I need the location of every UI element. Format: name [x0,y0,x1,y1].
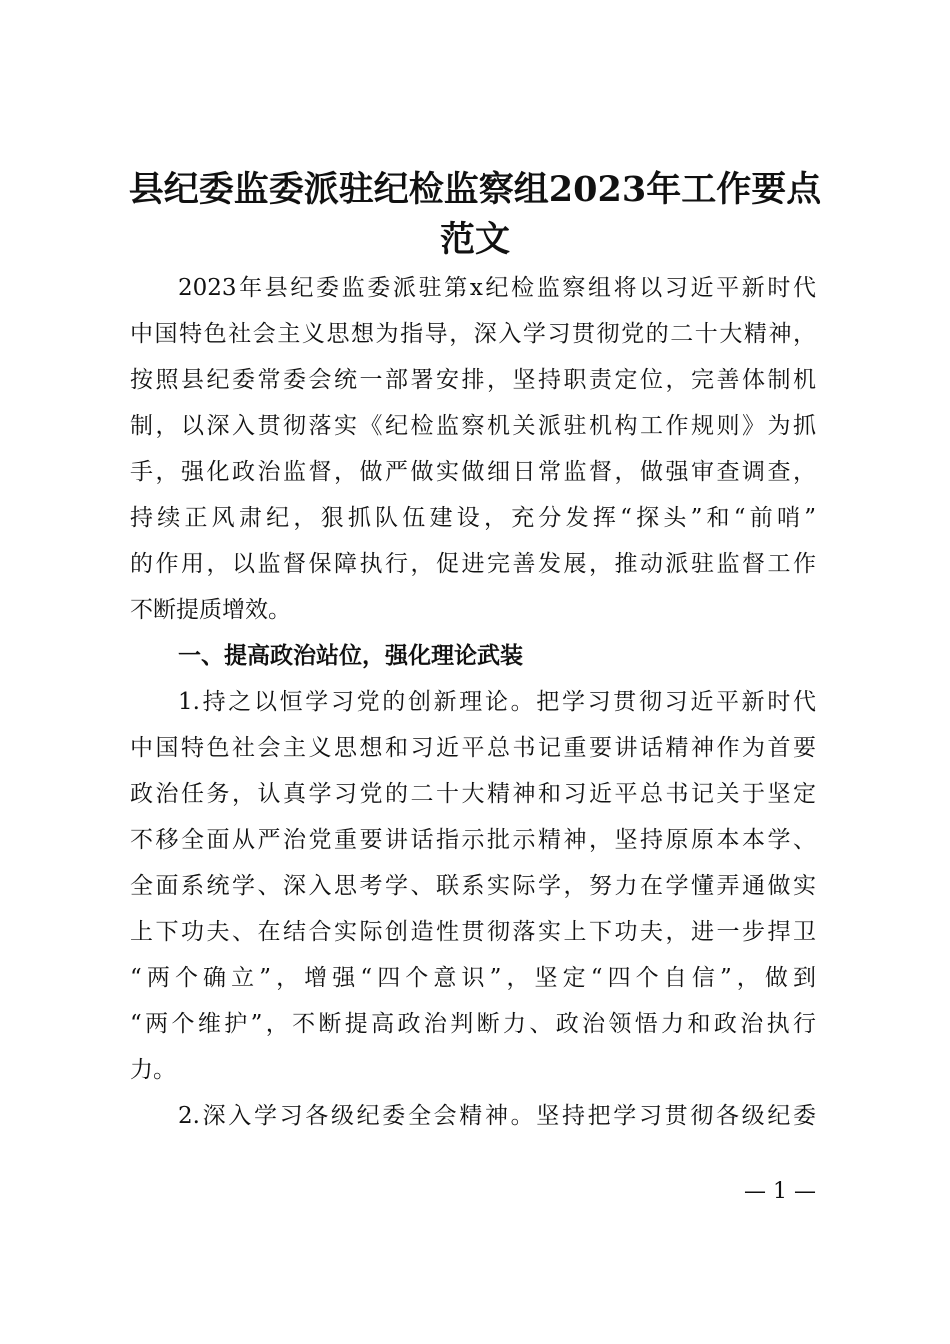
text-line: 上下功夫、在结合实际创造性贯彻落实上下功夫，进一步捍卫 [130,919,816,945]
section-heading [130,633,816,679]
page-number: — 1 — [744,1179,816,1204]
text-line: 不断提质增效。 [130,597,291,623]
text-line: 中国特色社会主义思想和习近平总书记重要讲话精神作为首要 [130,735,816,761]
text-line: 一、提高政治站位，强化理论武装 [178,642,523,669]
paragraph [130,1093,816,1139]
text-line: 按照县纪委常委会统一部署安排，坚持职责定位，完善体制机 [130,367,816,393]
text-line: “两个确立”，增强“四个意识”，坚定“四个自信”，做到 [130,965,816,991]
text-line: “两个维护”，不断提高政治判断力、政治领悟力和政治执行 [130,1011,816,1037]
text-line: 政治任务，认真学习党的二十大精神和习近平总书记关于坚定 [130,781,816,807]
text-line: 1.持之以恒学习党的创新理论。把学习贯彻习近平新时代 [178,689,816,715]
text-line: 中国特色社会主义思想为指导，深入学习贯彻党的二十大精神， [130,321,816,347]
text-line: 的作用，以监督保障执行，促进完善发展，推动派驻监督工作 [130,551,816,577]
paragraph [130,265,816,633]
text-line: 制，以深入贯彻落实《纪检监察机关派驻机构工作规则》为抓 [130,413,816,439]
text-line: 手，强化政治监督，做严做实做细日常监督，做强审查调查， [130,459,816,485]
document-title-line-2: 范文 [439,219,510,260]
text-line: 力。 [130,1057,176,1083]
text-line: 全面系统学、深入思考学、联系实际学，努力在学懂弄通做实 [130,873,816,899]
paragraph [130,679,816,1093]
document-body [130,265,816,1139]
document-title-line-1: 县纪委监委派驻纪检监察组2023年工作要点 [128,169,822,210]
text-line: 不移全面从严治党重要讲话指示批示精神，坚持原原本本学、 [130,827,816,853]
text-line: 2.深入学习各级纪委全会精神。坚持把学习贯彻各级纪委 [178,1103,816,1129]
text-line: 持续正风肃纪，狠抓队伍建设，充分发挥“探头”和“前哨” [130,505,816,531]
text-line: 2023年县纪委监委派驻第x纪检监察组将以习近平新时代 [178,275,816,301]
